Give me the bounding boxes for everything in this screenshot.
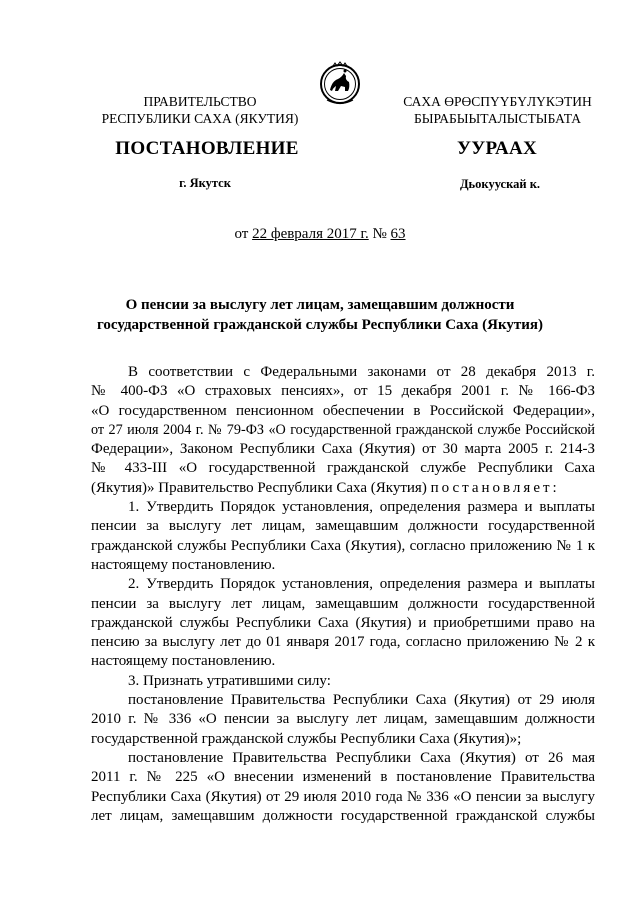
body-line: пенсии за выслугу лет лицам, замещавшим должности государственной (91, 595, 595, 612)
body-line: № 433-III «О государственной гражданской службе Республики Саха (91, 460, 595, 477)
coat-of-arms-icon (318, 60, 362, 112)
document-date: 22 февраля 2017 г. (252, 226, 369, 242)
number-sign: № (372, 226, 387, 242)
body-line: лет лицам, замещавшим должности государственной гражданской службы (91, 807, 595, 824)
body-line: государственной гражданской службы Республики Саха (Якутия)»; (91, 730, 522, 747)
body-line: пенсию за выслугу лет до 01 января 2017 года, согласно приложению № 2 к (91, 634, 595, 651)
body-line: от 27 июля 2004 г. № 79-ФЗ «О государственной гражданской службе Российской (91, 421, 595, 438)
resolve-word: постановляет: (430, 479, 560, 496)
body-line: пенсии за выслугу лет лицам, замещавшим должности государственной (91, 518, 595, 535)
intro-last-text: (Якутия)» Правительство Республики Саха (Якутия) (91, 479, 427, 496)
body-line: В соответствии с Федеральными законами от 28 декабря 2013 г. (128, 364, 595, 380)
org-name-sakha (385, 93, 610, 127)
doc-type-ru: ПОСТАНОВЛЕНИЕ (115, 138, 299, 159)
body-line: Федерации», Законом Республики Саха (Якутия) от 30 марта 2005 г. 214-З (91, 441, 595, 458)
title-line2: государственной гражданской службы Республики Саха (Якутия) (96, 317, 543, 333)
body-line: 1. Утвердить Порядок установления, определения размера и выплаты (128, 499, 595, 516)
date-prefix: от (234, 226, 249, 242)
body-line: 2010 г. № 336 «О пенсии за выслугу лет лицам, замещавшим должности (91, 711, 595, 728)
body-line: «О государственном пенсионном обеспечении в Российской Федерации», (91, 402, 595, 419)
doc-type-sakha: УУРААХ (456, 138, 538, 159)
body-line: настоящему постановлению. (91, 556, 276, 573)
body-line: гражданской службы Республики Саха (Якутия), согласно приложению № 1 к (91, 537, 595, 554)
org-name-ru-line2: РЕСПУБЛИКИ САХА (ЯКУТИЯ) (101, 111, 299, 126)
city-sakha: Дьокуускай к. (459, 177, 541, 191)
title-line1: О пенсии за выслугу лет лицам, замещавшим должности (125, 297, 515, 313)
body-line: настоящему постановлению. (91, 653, 276, 670)
org-name-sakha-line2: БЫРАБЫЫТАЛЫСТЫБАТА (413, 111, 582, 126)
document-body (91, 363, 595, 826)
body-line: Республики Саха (Якутия) от 29 июля 2010 года № 336 «О пенсии за выслугу (91, 788, 595, 805)
body-line: постановление Правительства Республики Саха (Якутия) от 29 июля (128, 692, 595, 709)
body-line (91, 479, 595, 498)
document-number: 63 (390, 226, 406, 242)
body-line: 2011 г. № 225 «О внесении изменений в постановление Правительства (91, 769, 595, 786)
body-line: постановление Правительства Республики Саха (Якутия) от 26 мая (128, 749, 595, 766)
body-line: 3. Признать утратившими силу: (128, 672, 331, 689)
org-name-sakha-line1: САХА ӨРӨСПҮҮБҮЛҮКЭТИН (403, 94, 592, 109)
date-number-line (160, 226, 480, 243)
body-line: № 400-ФЗ «О страховых пенсиях», от 15 декабря 2001 г. № 166-ФЗ (91, 383, 595, 400)
city-ru: г. Якутск (179, 176, 231, 190)
org-name-ru (100, 93, 300, 127)
body-line: 2. Утвердить Порядок установления, определения размера и выплаты (128, 576, 595, 593)
body-line: гражданской службы Республики Саха (Якутия) и приобретшими право на (91, 614, 595, 631)
org-name-ru-line1: ПРАВИТЕЛЬСТВО (143, 94, 257, 109)
document-title (60, 295, 580, 335)
